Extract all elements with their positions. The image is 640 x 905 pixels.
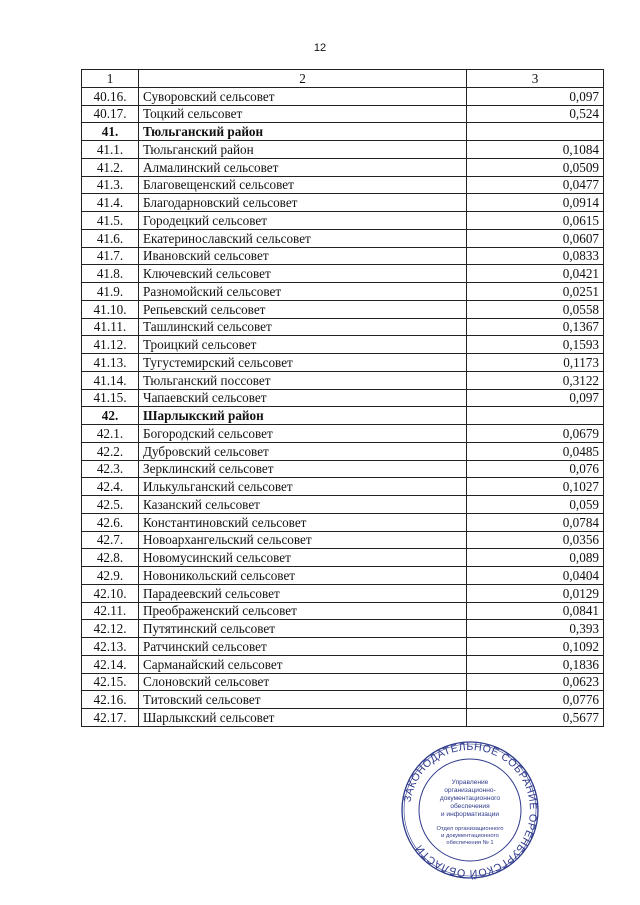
row-name: Илькульганский сельсовет [139,478,467,496]
row-name: Шарлыкский район [139,407,467,425]
table-body [82,87,604,726]
row-number: 42.7. [82,531,139,549]
table-row [82,460,604,478]
stamp-line: обеспечения [450,803,490,810]
row-value: 0,089 [467,549,604,567]
row-value: 0,0509 [467,158,604,176]
stamp-line: обеспечения № 1 [446,840,494,846]
row-number: 42.11. [82,602,139,620]
table-row [82,389,604,407]
table-row [82,673,604,691]
table-row [82,602,604,620]
row-number: 42.2. [82,442,139,460]
table-row [82,371,604,389]
row-value: 0,0251 [467,283,604,301]
row-value: 0,0679 [467,425,604,443]
row-number: 41.7. [82,247,139,265]
table-section-row [82,123,604,141]
table-header-row [82,70,604,88]
table-row [82,247,604,265]
row-number: 41.15. [82,389,139,407]
stamp-line: и информатизации [440,811,500,818]
table-row [82,496,604,514]
row-number: 42.13. [82,638,139,656]
table-row [82,354,604,372]
row-name: Преображенский сельсовет [139,602,467,620]
row-number: 42.5. [82,496,139,514]
row-number: 41.12. [82,336,139,354]
row-value: 0,0841 [467,602,604,620]
row-name: Алмалинский сельсовет [139,158,467,176]
row-number: 42. [82,407,139,425]
row-name: Дубровский сельсовет [139,442,467,460]
row-number: 41. [82,123,139,141]
stamp-outer-text: ЗАКОНОДАТЕЛЬНОЕ СОБРАНИЕ ОРЕНБУРГСКОЙ ОБЛАСТИ [401,740,540,880]
row-name: Тюльганский район [139,141,467,159]
table-row [82,318,604,336]
row-name: Ключевский сельсовет [139,265,467,283]
official-stamp [400,740,540,880]
stamp-line: документационного [439,795,501,802]
row-number: 41.5. [82,212,139,230]
row-value: 0,0558 [467,300,604,318]
row-name: Парадеевский сельсовет [139,584,467,602]
table-row [82,229,604,247]
table-row [82,176,604,194]
row-value: 0,0356 [467,531,604,549]
row-value: 0,1027 [467,478,604,496]
row-number: 42.8. [82,549,139,567]
row-value: 0,1593 [467,336,604,354]
row-number: 42.3. [82,460,139,478]
row-name: Репьевский сельсовет [139,300,467,318]
row-number: 41.13. [82,354,139,372]
row-name: Тюльганский поссовет [139,371,467,389]
row-value [467,123,604,141]
row-value: 0,524 [467,105,604,123]
stamp-line: Отдел организационного [436,826,504,832]
row-value: 0,1084 [467,141,604,159]
row-name: Константиновский сельсовет [139,513,467,531]
row-name: Екатеринославский сельсовет [139,229,467,247]
row-value: 0,3122 [467,371,604,389]
row-number: 41.11. [82,318,139,336]
allocation-table [81,69,604,727]
table-row [82,478,604,496]
table-row [82,584,604,602]
row-number: 41.4. [82,194,139,212]
row-value: 0,5677 [467,709,604,727]
stamp-line: организационно- [444,787,496,794]
row-name: Сарманайский сельсовет [139,655,467,673]
row-name: Ратчинский сельсовет [139,638,467,656]
row-number: 42.14. [82,655,139,673]
table-row [82,425,604,443]
table-row [82,158,604,176]
row-name: Разномойский сельсовет [139,283,467,301]
page-number: 12 [313,42,327,54]
row-name: Новоархангельский сельсовет [139,531,467,549]
row-number: 42.10. [82,584,139,602]
row-value: 0,0623 [467,673,604,691]
row-value: 0,0833 [467,247,604,265]
row-name: Тоцкий сельсовет [139,105,467,123]
header-col-3: 3 [467,70,604,88]
header-col-1: 1 [82,70,139,88]
table-row [82,709,604,727]
row-number: 41.8. [82,265,139,283]
row-value: 0,0129 [467,584,604,602]
row-name: Зерклинский сельсовет [139,460,467,478]
row-name: Ивановский сельсовет [139,247,467,265]
row-value: 0,0776 [467,691,604,709]
table-row [82,194,604,212]
table-section-row [82,407,604,425]
row-number: 41.2. [82,158,139,176]
row-number: 41.1. [82,141,139,159]
row-value: 0,0404 [467,567,604,585]
row-name: Городецкий сельсовет [139,212,467,230]
row-number: 42.6. [82,513,139,531]
row-name: Путятинский сельсовет [139,620,467,638]
row-number: 42.4. [82,478,139,496]
row-value: 0,059 [467,496,604,514]
row-name: Слоновский сельсовет [139,673,467,691]
row-value: 0,0421 [467,265,604,283]
row-name: Ташлинский сельсовет [139,318,467,336]
table-row [82,638,604,656]
header-col-2: 2 [139,70,467,88]
row-value: 0,0914 [467,194,604,212]
row-name: Тугустемирский сельсовет [139,354,467,372]
table-row [82,549,604,567]
table-row [82,265,604,283]
row-number: 41.6. [82,229,139,247]
row-number: 42.15. [82,673,139,691]
row-name: Чапаевский сельсовет [139,389,467,407]
table-row [82,531,604,549]
row-number: 42.17. [82,709,139,727]
row-name: Благодарновский сельсовет [139,194,467,212]
table-row [82,655,604,673]
table-row [82,513,604,531]
row-number: 41.9. [82,283,139,301]
stamp-line: Управление [451,779,489,786]
row-number: 42.1. [82,425,139,443]
row-name: Тюльганский район [139,123,467,141]
row-name: Суворовский сельсовет [139,87,467,105]
row-number: 42.16. [82,691,139,709]
table-row [82,691,604,709]
row-value: 0,1836 [467,655,604,673]
row-name: Казанский сельсовет [139,496,467,514]
row-value: 0,0607 [467,229,604,247]
row-value: 0,393 [467,620,604,638]
row-value: 0,0784 [467,513,604,531]
table-row [82,336,604,354]
row-number: 42.9. [82,567,139,585]
row-name: Новомусинский сельсовет [139,549,467,567]
stamp-line: и документационного [441,833,499,839]
row-name: Титовский сельсовет [139,691,467,709]
row-name: Шарлыкский сельсовет [139,709,467,727]
table-row [82,300,604,318]
row-value [467,407,604,425]
table-row [82,442,604,460]
table-row [82,283,604,301]
table-row [82,620,604,638]
row-value: 0,1367 [467,318,604,336]
row-value: 0,1092 [467,638,604,656]
row-value: 0,0485 [467,442,604,460]
table-row [82,105,604,123]
row-name: Благовещенский сельсовет [139,176,467,194]
row-number: 41.10. [82,300,139,318]
row-value: 0,0477 [467,176,604,194]
table-row [82,141,604,159]
row-value: 0,097 [467,389,604,407]
row-number: 40.17. [82,105,139,123]
table-row [82,87,604,105]
row-name: Троицкий сельсовет [139,336,467,354]
row-number: 41.3. [82,176,139,194]
row-name: Богородский сельсовет [139,425,467,443]
row-number: 41.14. [82,371,139,389]
row-number: 42.12. [82,620,139,638]
row-value: 0,076 [467,460,604,478]
row-name: Новоникольский сельсовет [139,567,467,585]
row-value: 0,1173 [467,354,604,372]
table-row [82,567,604,585]
table-row [82,212,604,230]
row-value: 0,097 [467,87,604,105]
row-number: 40.16. [82,87,139,105]
row-value: 0,0615 [467,212,604,230]
